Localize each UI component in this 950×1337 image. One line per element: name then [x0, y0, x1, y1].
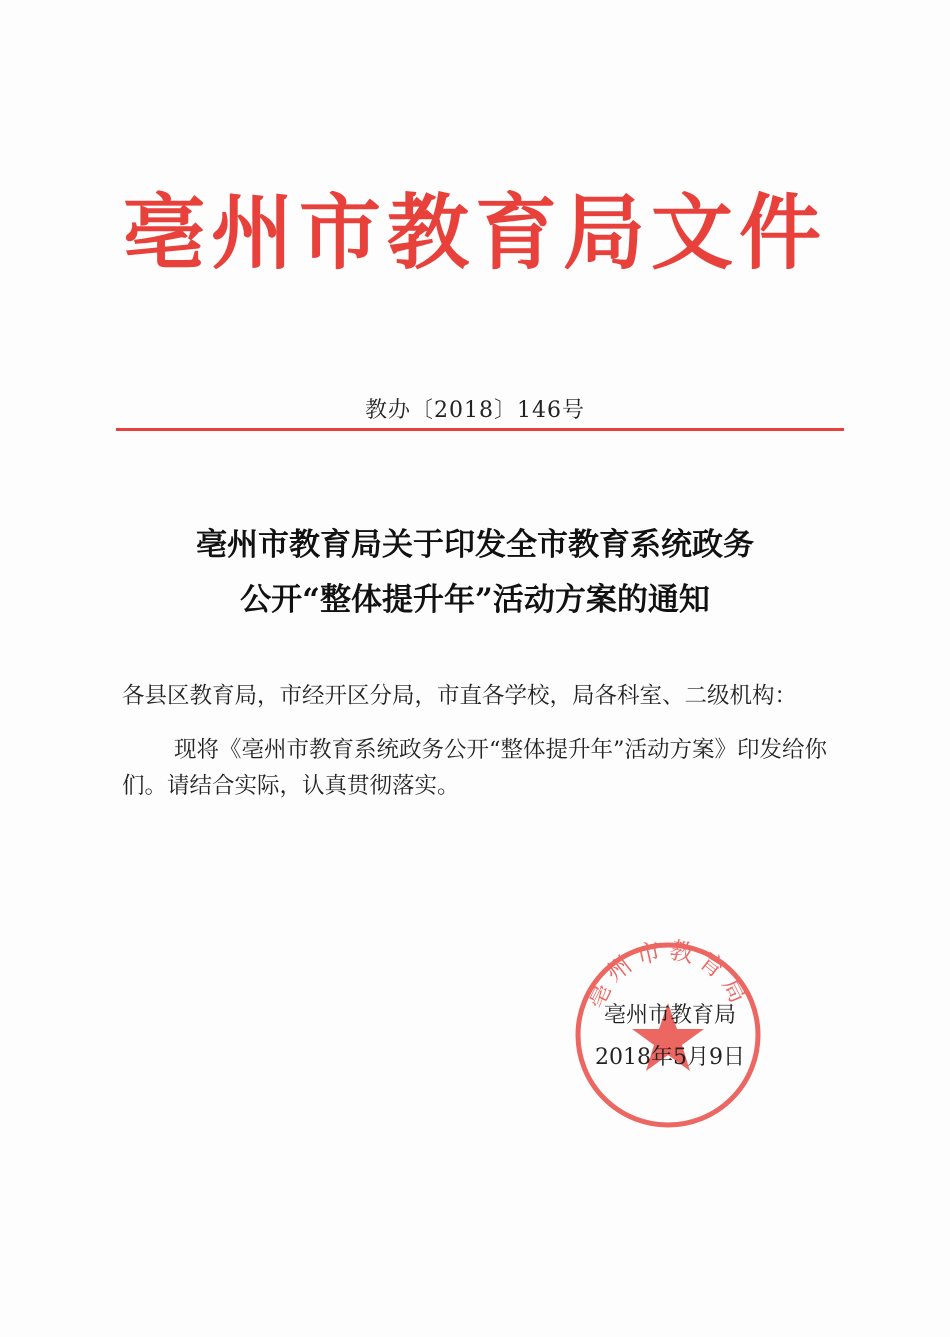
- issuer-name: 亳州市教育局: [603, 1003, 736, 1028]
- issue-date: 2018年5月9日: [595, 1045, 745, 1070]
- document-header-title: 亳州市教育局文件: [122, 185, 827, 281]
- document-subject: [0, 518, 950, 628]
- document-number: 教办〔2018〕146号: [365, 398, 585, 423]
- document-body: [122, 678, 838, 804]
- seal-text: 亳州市教育局: [580, 935, 756, 1013]
- body-paragraph: 现将《亳州市教育系统政务公开“整体提升年”活动方案》印发给你们。请结合实际，认真贯彻落实。: [122, 737, 828, 799]
- subject-line-1: 亳州市教育局关于印发全市教育系统政务: [196, 527, 754, 563]
- header-divider: [116, 428, 844, 431]
- addressee: 各县区教育局，市经开区分局，市直各学校，局各科室、二级机构：: [122, 683, 798, 709]
- signature-block: [560, 995, 780, 1079]
- subject-line-2: 公开“整体提升年”活动方案的通知: [240, 582, 710, 618]
